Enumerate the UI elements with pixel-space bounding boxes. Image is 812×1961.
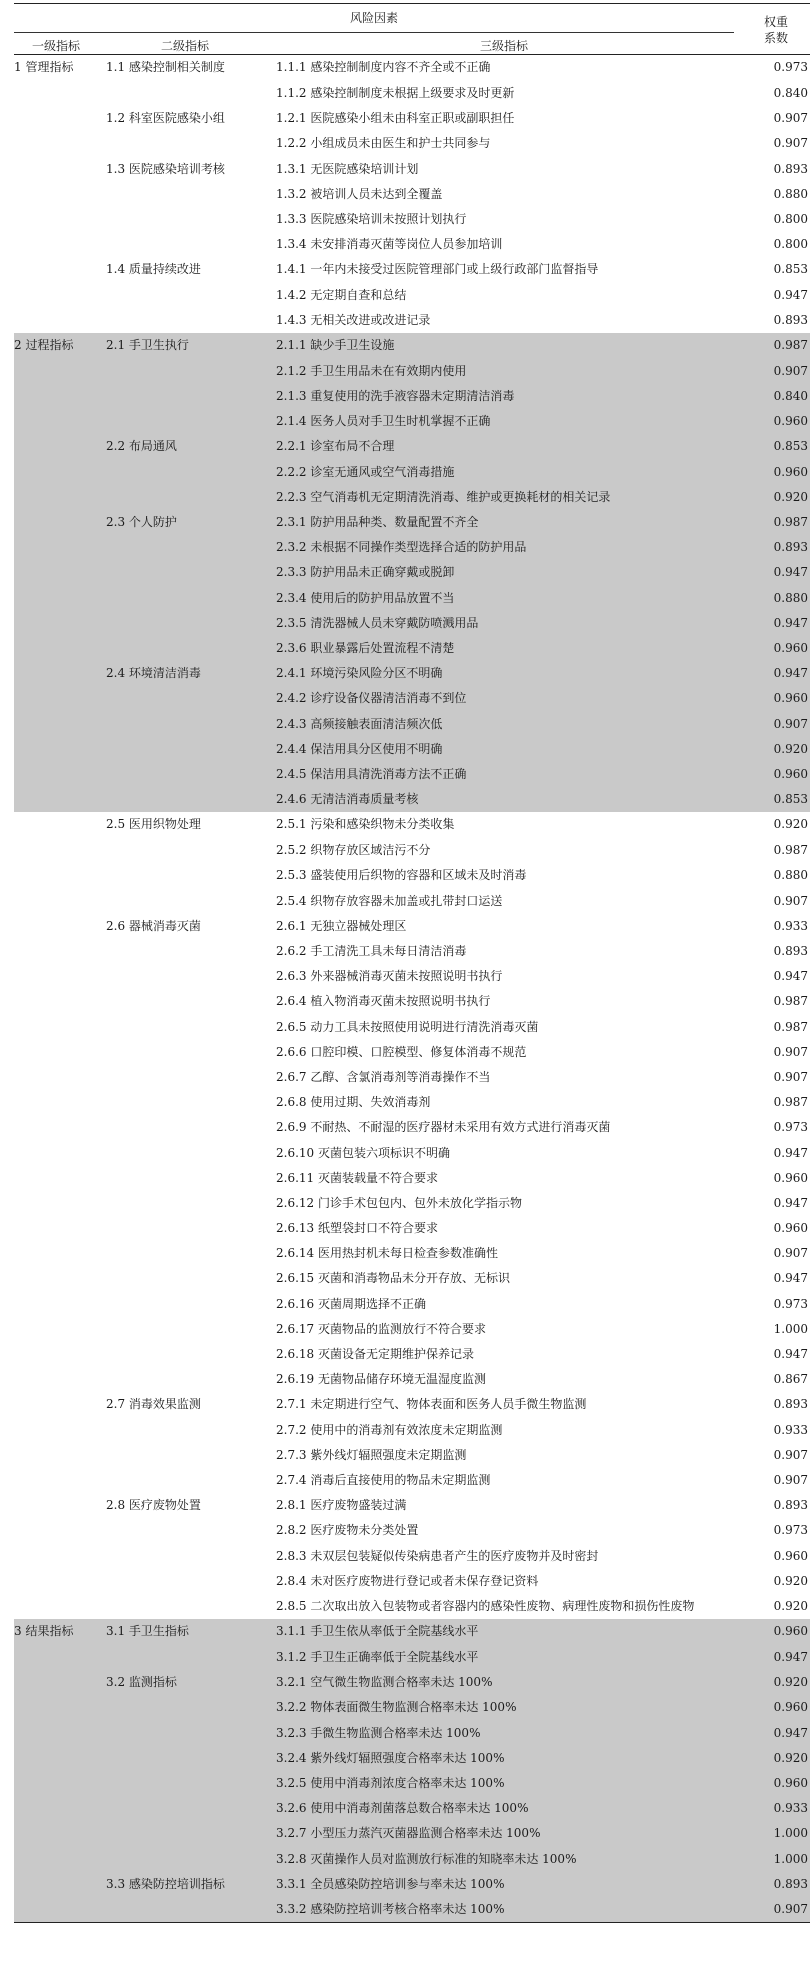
level3-indicator: 2.6.7 乙醇、含氯消毒剂等消毒操作不当 (276, 1069, 491, 1084)
weight-coefficient: 0.973 (773, 1296, 808, 1311)
level3-indicator: 2.2.2 诊室无通风或空气消毒措施 (276, 464, 455, 479)
weight-coefficient: 0.853 (773, 439, 808, 454)
table-row (14, 157, 810, 182)
weight-coefficient: 0.920 (773, 1675, 808, 1690)
table-row (14, 1292, 810, 1317)
table-row (14, 1468, 810, 1493)
level3-indicator: 1.2.2 小组成员未由医生和护士共同参与 (276, 136, 491, 151)
weight-coefficient: 0.880 (773, 868, 808, 883)
table-row (14, 812, 810, 838)
level3-indicator: 2.4.3 高频接触表面清洁频次低 (276, 716, 443, 731)
table-row (14, 182, 810, 207)
level3-indicator: 2.6.4 植入物消毒灭菌未按照说明书执行 (276, 994, 491, 1009)
level3-indicator: 2.2.1 诊室布局不合理 (276, 439, 395, 454)
level3-indicator: 2.6.15 灭菌和消毒物品未分开存放、无标识 (276, 1271, 510, 1286)
weight-coefficient: 0.920 (773, 489, 808, 504)
table-row (14, 636, 810, 661)
table-section (14, 333, 810, 812)
weight-coefficient: 0.987 (773, 1095, 808, 1110)
level3-indicator: 2.4.6 无清洁消毒质量考核 (276, 792, 419, 807)
weight-coefficient: 0.907 (773, 136, 808, 151)
weight-coefficient: 0.973 (773, 60, 808, 74)
weight-coefficient: 0.973 (773, 1120, 808, 1135)
table-row (14, 106, 810, 131)
header-level1: 一级指标 (31, 39, 80, 53)
level3-indicator: 3.2.2 物体表面微生物监测合格率未达 100% (276, 1700, 517, 1715)
table-row (14, 434, 810, 459)
table-row (14, 1821, 810, 1846)
level2-indicator: 2.8 医疗废物处置 (106, 1498, 201, 1513)
level3-indicator: 2.1.3 重复使用的洗手液容器未定期清洁消毒 (276, 389, 515, 404)
table-row (14, 863, 810, 888)
table-row (14, 1746, 810, 1771)
level3-indicator: 2.3.4 使用后的防护用品放置不当 (276, 590, 455, 605)
table-header (14, 4, 810, 54)
weight-coefficient: 0.960 (773, 414, 808, 429)
weight-coefficient: 0.947 (773, 1271, 808, 1286)
table-row (14, 1115, 810, 1140)
table-row (14, 1367, 810, 1392)
table-row (14, 409, 810, 434)
weight-coefficient: 0.947 (773, 1145, 808, 1160)
table-row (14, 1090, 810, 1115)
table-row (14, 232, 810, 257)
weight-coefficient: 0.947 (773, 1650, 808, 1665)
weight-coefficient: 0.947 (773, 287, 808, 302)
weight-coefficient: 0.853 (773, 792, 808, 807)
level3-indicator: 3.1.2 手卫生正确率低于全院基线水平 (276, 1650, 479, 1665)
level3-indicator: 2.8.2 医疗废物未分类处置 (276, 1523, 419, 1538)
table-row (14, 964, 810, 989)
level2-indicator: 3.2 监测指标 (106, 1675, 177, 1690)
level1-indicator: 1 管理指标 (14, 60, 74, 74)
table-row (14, 1266, 810, 1291)
table-bottom-rule (14, 1922, 810, 1923)
table-row (14, 1241, 810, 1266)
weight-coefficient: 0.960 (773, 1776, 808, 1790)
table-row (14, 838, 810, 863)
level3-indicator: 1.4.3 无相关改进或改进记录 (276, 312, 431, 327)
table-row (14, 1872, 810, 1897)
level3-indicator: 1.3.3 医院感染培训未按照计划执行 (276, 211, 467, 226)
table-row (14, 1544, 810, 1569)
weight-coefficient: 0.960 (773, 1170, 808, 1185)
header-level3: 三级指标 (479, 39, 528, 53)
level3-indicator: 3.3.2 感染防控培训考核合格率未达 100% (276, 1901, 505, 1916)
level3-indicator: 2.6.12 门诊手术包包内、包外未放化学指示物 (276, 1195, 522, 1210)
weight-coefficient: 0.987 (773, 1019, 808, 1034)
table-row (14, 1670, 810, 1695)
table-row (14, 1191, 810, 1216)
weight-coefficient: 0.947 (773, 969, 808, 984)
level3-indicator: 2.6.9 不耐热、不耐湿的医疗器材未采用有效方式进行消毒灭菌 (276, 1120, 611, 1135)
weight-coefficient: 0.933 (773, 1801, 808, 1816)
weight-coefficient: 0.920 (773, 741, 808, 756)
table-row (14, 1317, 810, 1342)
level3-indicator: 3.2.8 灭菌操作人员对监测放行标准的知晓率未达 100% (276, 1851, 577, 1866)
header-level2: 二级指标 (160, 39, 209, 53)
weight-coefficient: 0.907 (773, 1044, 808, 1059)
table-row (14, 686, 810, 711)
table-row (14, 1040, 810, 1065)
level3-indicator: 2.5.2 织物存放区域洁污不分 (276, 843, 431, 858)
table-row (14, 737, 810, 762)
weight-coefficient: 0.907 (773, 716, 808, 731)
table-row (14, 1569, 810, 1594)
table-section (14, 812, 810, 1619)
weight-coefficient: 0.960 (773, 640, 808, 655)
table-row (14, 1695, 810, 1720)
weight-coefficient: 0.987 (773, 994, 808, 1009)
weight-coefficient: 0.920 (773, 817, 808, 832)
level3-indicator: 2.3.6 职业暴露后处置流程不清楚 (276, 640, 455, 655)
level3-indicator: 3.2.7 小型压力蒸汽灭菌器监测合格率未达 100% (276, 1826, 541, 1841)
table-row (14, 712, 810, 737)
weight-coefficient: 0.920 (773, 1750, 808, 1765)
table-row (14, 510, 810, 535)
level2-indicator: 2.4 环境清洁消毒 (106, 666, 201, 681)
level3-indicator: 2.7.3 紫外线灯辐照强度未定期监测 (276, 1447, 467, 1462)
weight-coefficient: 0.987 (773, 515, 808, 529)
level3-indicator: 3.2.5 使用中消毒剂浓度合格率未达 100% (276, 1776, 505, 1790)
weight-coefficient: 0.880 (773, 590, 808, 605)
level3-indicator: 2.6.3 外来器械消毒灭菌未按照说明书执行 (276, 969, 503, 984)
table-row (14, 384, 810, 409)
level3-indicator: 2.4.5 保洁用具清洗消毒方法不正确 (276, 766, 467, 781)
risk-factor-table (14, 3, 810, 1923)
weight-coefficient: 0.840 (773, 389, 808, 404)
weight-coefficient: 0.907 (773, 111, 808, 126)
table-row (14, 661, 810, 686)
weight-coefficient: 0.893 (773, 1876, 808, 1891)
level3-indicator: 3.3.1 全员感染防控培训参与率未达 100% (276, 1876, 505, 1891)
table-row (14, 333, 810, 359)
table-row (14, 1518, 810, 1543)
level3-indicator: 1.4.2 无定期自查和总结 (276, 287, 407, 302)
weight-coefficient: 0.800 (773, 237, 808, 252)
table-row (14, 257, 810, 282)
table-row (14, 939, 810, 964)
level3-indicator: 1.1.2 感染控制制度未根据上级要求及时更新 (276, 86, 515, 100)
level3-indicator: 2.6.19 无菌物品储存环境无温湿度监测 (276, 1372, 486, 1387)
weight-coefficient: 1.000 (773, 1321, 808, 1336)
table-row (14, 1619, 810, 1645)
level3-indicator: 2.3.5 清洗器械人员未穿戴防喷溅用品 (276, 615, 479, 630)
header-weight (742, 14, 810, 46)
level3-indicator: 2.8.4 未对医疗废物进行登记或者未保存登记资料 (276, 1573, 539, 1588)
level2-indicator: 3.1 手卫生指标 (106, 1624, 189, 1639)
table-row (14, 1015, 810, 1040)
level3-indicator: 1.4.1 一年内未接受过医院管理部门或上级行政部门监督指导 (276, 262, 599, 277)
table-row (14, 1418, 810, 1443)
level3-indicator: 2.6.5 动力工具未按照使用说明进行清洗消毒灭菌 (276, 1019, 539, 1034)
level3-indicator: 2.6.16 灭菌周期选择不正确 (276, 1296, 426, 1311)
table-row (14, 207, 810, 232)
level3-indicator: 2.5.1 污染和感染织物未分类收集 (276, 817, 455, 832)
weight-coefficient: 0.907 (773, 1447, 808, 1462)
weight-coefficient: 0.960 (773, 1700, 808, 1715)
level3-indicator: 2.1.4 医务人员对手卫生时机掌握不正确 (276, 414, 491, 429)
level3-indicator: 2.4.4 保洁用具分区使用不明确 (276, 741, 443, 756)
level3-indicator: 1.2.1 医院感染小组未由科室正职或副职担任 (276, 111, 515, 126)
weight-coefficient: 0.880 (773, 186, 808, 201)
level3-indicator: 2.6.17 灭菌物品的监测放行不符合要求 (276, 1321, 486, 1336)
weight-coefficient: 0.947 (773, 1195, 808, 1210)
weight-coefficient: 0.960 (773, 766, 808, 781)
table-row (14, 889, 810, 914)
level2-indicator: 2.2 布局通风 (106, 439, 177, 454)
weight-coefficient: 0.960 (773, 1221, 808, 1236)
table-row (14, 283, 810, 308)
table-row (14, 914, 810, 939)
table-row (14, 1065, 810, 1090)
level3-indicator: 2.6.10 灭菌包装六项标识不明确 (276, 1145, 450, 1160)
level3-indicator: 2.1.2 手卫生用品未在有效期内使用 (276, 363, 467, 378)
table-section (14, 55, 810, 333)
level3-indicator: 1.3.2 被培训人员未达到全覆盖 (276, 186, 443, 201)
table-row (14, 1443, 810, 1468)
level2-indicator: 2.3 个人防护 (106, 515, 177, 529)
level3-indicator: 2.6.2 手工清洗工具未每日清洁消毒 (276, 944, 467, 958)
level2-indicator: 1.2 科室医院感染小组 (106, 111, 225, 126)
level3-indicator: 2.6.1 无独立器械处理区 (276, 918, 407, 933)
level2-indicator: 1.3 医院感染培训考核 (106, 161, 225, 176)
level3-indicator: 2.6.18 灭菌设备无定期维护保养记录 (276, 1347, 474, 1361)
weight-coefficient: 0.867 (773, 1372, 808, 1387)
level3-indicator: 2.3.1 防护用品种类、数量配置不齐全 (276, 515, 479, 529)
weight-coefficient: 0.907 (773, 1472, 808, 1487)
level1-indicator: 3 结果指标 (14, 1624, 74, 1639)
level3-indicator: 2.7.1 未定期进行空气、物体表面和医务人员手微生物监测 (276, 1397, 587, 1412)
weight-coefficient: 0.933 (773, 1422, 808, 1437)
weight-coefficient: 0.960 (773, 464, 808, 479)
weight-coefficient: 0.907 (773, 1901, 808, 1916)
level3-indicator: 2.3.2 未根据不同操作类型选择合适的防护用品 (276, 540, 527, 555)
table-row (14, 1342, 810, 1367)
table-row (14, 1796, 810, 1821)
level3-indicator: 2.2.3 空气消毒机无定期清洗消毒、维护或更换耗材的相关记录 (276, 489, 611, 504)
weight-coefficient: 0.840 (773, 86, 808, 100)
level2-indicator: 2.7 消毒效果监测 (106, 1397, 201, 1412)
level3-indicator: 2.3.3 防护用品未正确穿戴或脱卸 (276, 565, 455, 580)
level3-indicator: 2.6.8 使用过期、失效消毒剂 (276, 1095, 431, 1110)
weight-coefficient: 0.947 (773, 1347, 808, 1361)
table-row (14, 131, 810, 156)
weight-coefficient: 0.893 (773, 1498, 808, 1513)
level3-indicator: 1.3.4 未安排消毒灭菌等岗位人员参加培训 (276, 237, 503, 252)
level2-indicator: 1.4 质量持续改进 (106, 262, 201, 277)
table-row (14, 611, 810, 636)
level3-indicator: 2.6.6 口腔印模、口腔模型、修复体消毒不规范 (276, 1044, 527, 1059)
header-weight-line1: 权重 (763, 15, 788, 29)
weight-coefficient: 0.893 (773, 161, 808, 176)
weight-coefficient: 0.907 (773, 1069, 808, 1084)
table-row (14, 1493, 810, 1518)
table-row (14, 1771, 810, 1796)
table-row (14, 560, 810, 585)
table-body (14, 55, 810, 1922)
weight-coefficient: 0.907 (773, 893, 808, 908)
level3-indicator: 3.2.1 空气微生物监测合格率未达 100% (276, 1675, 493, 1690)
weight-coefficient: 0.893 (773, 944, 808, 958)
weight-coefficient: 0.800 (773, 211, 808, 226)
level3-indicator: 3.1.1 手卫生依从率低于全院基线水平 (276, 1624, 479, 1639)
level3-indicator: 2.1.1 缺少手卫生设施 (276, 337, 395, 352)
header-divider (14, 32, 734, 33)
level2-indicator: 2.1 手卫生执行 (106, 337, 189, 352)
table-row (14, 1392, 810, 1417)
weight-coefficient: 0.893 (773, 312, 808, 327)
table-row (14, 586, 810, 611)
weight-coefficient: 0.920 (773, 1598, 808, 1613)
table-row (14, 1594, 810, 1619)
level3-indicator: 1.3.1 无医院感染培训计划 (276, 161, 419, 176)
level3-indicator: 3.2.4 紫外线灯辐照强度合格率未达 100% (276, 1750, 505, 1765)
weight-coefficient: 0.947 (773, 1725, 808, 1740)
level2-indicator: 2.6 器械消毒灭菌 (106, 918, 201, 933)
table-row (14, 485, 810, 510)
level3-indicator: 2.4.2 诊疗设备仪器清洁消毒不到位 (276, 691, 467, 706)
level3-indicator: 2.4.1 环境污染风险分区不明确 (276, 666, 443, 681)
level2-indicator: 1.1 感染控制相关制度 (106, 60, 225, 74)
level3-indicator: 2.8.1 医疗废物盛装过满 (276, 1498, 407, 1513)
level3-indicator: 3.2.3 手微生物监测合格率未达 100% (276, 1725, 481, 1740)
level2-indicator: 2.5 医用织物处理 (106, 817, 201, 832)
weight-coefficient: 0.960 (773, 1624, 808, 1639)
table-row (14, 1216, 810, 1241)
weight-coefficient: 0.947 (773, 615, 808, 630)
level1-indicator: 2 过程指标 (14, 337, 74, 352)
weight-coefficient: 0.893 (773, 1397, 808, 1412)
level3-indicator: 1.1.1 感染控制制度内容不齐全或不正确 (276, 60, 491, 74)
weight-coefficient: 0.947 (773, 565, 808, 580)
level3-indicator: 2.6.14 医用热封机未每日检查参数准确性 (276, 1246, 498, 1261)
table-row (14, 535, 810, 560)
weight-coefficient: 1.000 (773, 1851, 808, 1866)
level3-indicator: 2.5.3 盛装使用后织物的容器和区域未及时消毒 (276, 868, 527, 883)
table-row (14, 55, 810, 81)
weight-coefficient: 0.893 (773, 540, 808, 555)
table-row (14, 460, 810, 485)
level3-indicator: 2.7.4 消毒后直接使用的物品未定期监测 (276, 1472, 491, 1487)
level3-indicator: 2.6.11 灭菌装载量不符合要求 (276, 1170, 438, 1185)
weight-coefficient: 1.000 (773, 1826, 808, 1841)
table-row (14, 1897, 810, 1922)
weight-coefficient: 0.973 (773, 1523, 808, 1538)
weight-coefficient: 0.960 (773, 1548, 808, 1563)
weight-coefficient: 0.853 (773, 262, 808, 277)
level3-indicator: 2.5.4 织物存放容器未加盖或扎带封口运送 (276, 893, 503, 908)
weight-coefficient: 0.987 (773, 843, 808, 858)
header-risk-factors: 风险因素 (349, 11, 398, 25)
weight-coefficient: 0.907 (773, 363, 808, 378)
table-row (14, 308, 810, 333)
level3-indicator: 2.7.2 使用中的消毒剂有效浓度未定期监测 (276, 1422, 503, 1437)
weight-coefficient: 0.920 (773, 1573, 808, 1588)
weight-coefficient: 0.933 (773, 918, 808, 933)
table-row (14, 1166, 810, 1191)
table-row (14, 787, 810, 812)
table-row (14, 1645, 810, 1670)
weight-coefficient: 0.987 (773, 337, 808, 352)
table-row (14, 1141, 810, 1166)
table-row (14, 1721, 810, 1746)
header-weight-line2: 系数 (763, 31, 788, 45)
table-section (14, 1619, 810, 1922)
table-row (14, 81, 810, 106)
table-row (14, 989, 810, 1014)
weight-coefficient: 0.960 (773, 691, 808, 706)
level3-indicator: 3.2.6 使用中消毒剂菌落总数合格率未达 100% (276, 1801, 529, 1816)
weight-coefficient: 0.907 (773, 1246, 808, 1261)
weight-coefficient: 0.947 (773, 666, 808, 681)
table-row (14, 359, 810, 384)
level3-indicator: 2.8.5 二次取出放入包装物或者容器内的感染性废物、病理性废物和损伤性废物 (276, 1598, 695, 1613)
table-row (14, 762, 810, 787)
level2-indicator: 3.3 感染防控培训指标 (106, 1876, 225, 1891)
level3-indicator: 2.6.13 纸塑袋封口不符合要求 (276, 1221, 438, 1236)
level3-indicator: 2.8.3 未双层包装疑似传染病患者产生的医疗废物并及时密封 (276, 1548, 599, 1563)
table-row (14, 1847, 810, 1872)
